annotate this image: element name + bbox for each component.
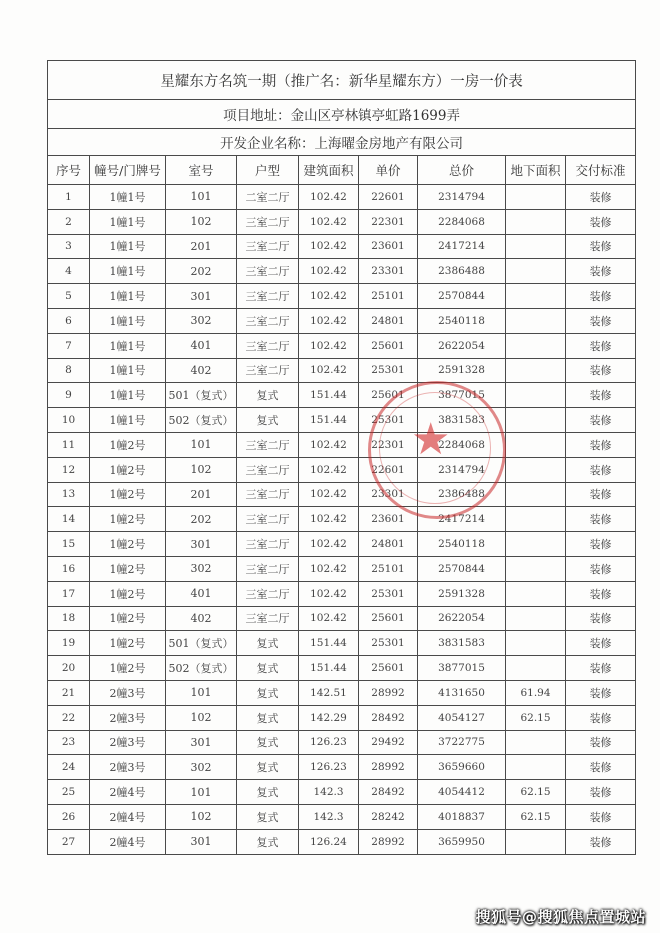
- cell-delivery-standard: 装修: [566, 730, 636, 755]
- cell-basement-area: [506, 358, 566, 383]
- cell-layout: 三室二厅: [237, 308, 299, 333]
- cell-building: 2幢3号: [90, 705, 166, 730]
- cell-room: 501（复式）: [166, 631, 237, 656]
- cell-unit-price: 25601: [359, 383, 418, 408]
- cell-seq: 5: [48, 284, 90, 309]
- cell-seq: 6: [48, 308, 90, 333]
- cell-total-price: 2570844: [418, 556, 506, 581]
- cell-unit-price: 25301: [359, 631, 418, 656]
- cell-total-price: 3831583: [418, 408, 506, 433]
- cell-area: 102.42: [299, 556, 359, 581]
- cell-layout: 三室二厅: [237, 457, 299, 482]
- cell-area: 102.42: [299, 507, 359, 532]
- table-row: [48, 804, 636, 829]
- cell-layout: 复式: [237, 730, 299, 755]
- cell-layout: 复式: [237, 780, 299, 805]
- table-row: [48, 308, 636, 333]
- cell-total-price: 2540118: [418, 532, 506, 557]
- table-row: [48, 482, 636, 507]
- cell-unit-price: 23601: [359, 507, 418, 532]
- cell-room: 502（复式）: [166, 656, 237, 681]
- cell-unit-price: 25101: [359, 556, 418, 581]
- cell-basement-area: [506, 631, 566, 656]
- table-row: [48, 606, 636, 631]
- cell-area: 102.42: [299, 482, 359, 507]
- cell-unit-price: 28492: [359, 780, 418, 805]
- cell-seq: 14: [48, 507, 90, 532]
- cell-total-price: 2622054: [418, 606, 506, 631]
- cell-area: 151.44: [299, 383, 359, 408]
- cell-building: 1幢1号: [90, 408, 166, 433]
- cell-delivery-standard: 装修: [566, 482, 636, 507]
- table-row: [48, 333, 636, 358]
- cell-building: 1幢2号: [90, 656, 166, 681]
- cell-area: 151.44: [299, 408, 359, 433]
- cell-area: 102.42: [299, 259, 359, 284]
- cell-delivery-standard: 装修: [566, 432, 636, 457]
- cell-total-price: 3877015: [418, 656, 506, 681]
- cell-building: 1幢1号: [90, 308, 166, 333]
- cell-building: 1幢1号: [90, 209, 166, 234]
- cell-room: 102: [166, 705, 237, 730]
- cell-building: 2幢3号: [90, 755, 166, 780]
- table-row: [48, 408, 636, 433]
- cell-basement-area: 62.15: [506, 780, 566, 805]
- cell-building: 2幢4号: [90, 780, 166, 805]
- cell-unit-price: 22601: [359, 185, 418, 210]
- cell-seq: 17: [48, 581, 90, 606]
- cell-delivery-standard: 装修: [566, 581, 636, 606]
- cell-area: 102.42: [299, 209, 359, 234]
- cell-unit-price: 25101: [359, 284, 418, 309]
- cell-total-price: 3877015: [418, 383, 506, 408]
- cell-seq: 10: [48, 408, 90, 433]
- cell-area: 142.51: [299, 680, 359, 705]
- table-row: [48, 556, 636, 581]
- cell-total-price: 4018837: [418, 804, 506, 829]
- cell-area: 102.42: [299, 581, 359, 606]
- cell-delivery-standard: 装修: [566, 185, 636, 210]
- cell-total-price: 3659660: [418, 755, 506, 780]
- cell-basement-area: [506, 383, 566, 408]
- cell-layout: 三室二厅: [237, 284, 299, 309]
- cell-unit-price: 28242: [359, 804, 418, 829]
- cell-total-price: 2314794: [418, 457, 506, 482]
- table-row: [48, 829, 636, 854]
- cell-room: 301: [166, 730, 237, 755]
- cell-unit-price: 25301: [359, 358, 418, 383]
- cell-delivery-standard: 装修: [566, 656, 636, 681]
- cell-basement-area: [506, 482, 566, 507]
- cell-room: 101: [166, 185, 237, 210]
- cell-delivery-standard: 装修: [566, 284, 636, 309]
- cell-building: 1幢2号: [90, 457, 166, 482]
- cell-total-price: 2622054: [418, 333, 506, 358]
- cell-seq: 8: [48, 358, 90, 383]
- cell-area: 151.44: [299, 631, 359, 656]
- table-row: [48, 507, 636, 532]
- cell-seq: 22: [48, 705, 90, 730]
- cell-basement-area: [506, 457, 566, 482]
- cell-building: 1幢2号: [90, 432, 166, 457]
- cell-delivery-standard: 装修: [566, 308, 636, 333]
- table-row: [48, 532, 636, 557]
- header-room: 室号: [166, 156, 237, 185]
- cell-total-price: 2284068: [418, 209, 506, 234]
- cell-layout: 三室二厅: [237, 581, 299, 606]
- cell-seq: 7: [48, 333, 90, 358]
- cell-delivery-standard: 装修: [566, 383, 636, 408]
- cell-basement-area: [506, 581, 566, 606]
- cell-basement-area: [506, 656, 566, 681]
- cell-building: 1幢1号: [90, 284, 166, 309]
- cell-unit-price: 29492: [359, 730, 418, 755]
- cell-seq: 3: [48, 234, 90, 259]
- cell-seq: 1: [48, 185, 90, 210]
- cell-basement-area: [506, 507, 566, 532]
- cell-basement-area: [506, 532, 566, 557]
- cell-delivery-standard: 装修: [566, 259, 636, 284]
- cell-building: 1幢2号: [90, 606, 166, 631]
- cell-total-price: 2540118: [418, 308, 506, 333]
- cell-basement-area: [506, 209, 566, 234]
- cell-layout: 复式: [237, 383, 299, 408]
- cell-layout: 复式: [237, 804, 299, 829]
- cell-building: 1幢2号: [90, 631, 166, 656]
- cell-basement-area: [506, 556, 566, 581]
- cell-room: 301: [166, 532, 237, 557]
- cell-layout: 三室二厅: [237, 556, 299, 581]
- cell-total-price: 2386488: [418, 482, 506, 507]
- cell-total-price: 2591328: [418, 358, 506, 383]
- cell-delivery-standard: 装修: [566, 408, 636, 433]
- table-row: [48, 656, 636, 681]
- cell-layout: 复式: [237, 656, 299, 681]
- table-row: [48, 780, 636, 805]
- cell-building: 1幢2号: [90, 556, 166, 581]
- cell-total-price: 4131650: [418, 680, 506, 705]
- cell-delivery-standard: 装修: [566, 680, 636, 705]
- cell-area: 102.42: [299, 532, 359, 557]
- cell-building: 2幢3号: [90, 730, 166, 755]
- cell-building: 1幢2号: [90, 482, 166, 507]
- price-table: [47, 60, 636, 855]
- cell-room: 401: [166, 333, 237, 358]
- cell-delivery-standard: 装修: [566, 755, 636, 780]
- cell-seq: 18: [48, 606, 90, 631]
- cell-unit-price: 28992: [359, 829, 418, 854]
- cell-layout: 复式: [237, 680, 299, 705]
- cell-building: 1幢1号: [90, 259, 166, 284]
- cell-delivery-standard: 装修: [566, 358, 636, 383]
- cell-room: 402: [166, 606, 237, 631]
- cell-seq: 21: [48, 680, 90, 705]
- cell-room: 101: [166, 780, 237, 805]
- cell-room: 101: [166, 432, 237, 457]
- cell-room: 402: [166, 358, 237, 383]
- cell-basement-area: [506, 284, 566, 309]
- cell-seq: 2: [48, 209, 90, 234]
- cell-basement-area: [506, 308, 566, 333]
- cell-room: 102: [166, 804, 237, 829]
- cell-seq: 9: [48, 383, 90, 408]
- cell-seq: 20: [48, 656, 90, 681]
- header-total-price: 总价: [418, 156, 506, 185]
- cell-unit-price: 23301: [359, 259, 418, 284]
- cell-seq: 4: [48, 259, 90, 284]
- cell-delivery-standard: 装修: [566, 606, 636, 631]
- cell-delivery-standard: 装修: [566, 333, 636, 358]
- table-row: [48, 358, 636, 383]
- cell-unit-price: 22301: [359, 432, 418, 457]
- cell-area: 102.42: [299, 234, 359, 259]
- cell-total-price: 2284068: [418, 432, 506, 457]
- document-title: 星耀东方名筑一期（推广名：新华星耀东方）一房一价表: [48, 61, 636, 100]
- cell-basement-area: [506, 333, 566, 358]
- cell-layout: 复式: [237, 755, 299, 780]
- cell-total-price: 3831583: [418, 631, 506, 656]
- cell-layout: 复式: [237, 829, 299, 854]
- cell-seq: 27: [48, 829, 90, 854]
- cell-area: 126.24: [299, 829, 359, 854]
- cell-area: 142.29: [299, 705, 359, 730]
- cell-building: 1幢1号: [90, 333, 166, 358]
- table-row: [48, 383, 636, 408]
- cell-area: 126.23: [299, 730, 359, 755]
- cell-seq: 25: [48, 780, 90, 805]
- table-header-row: [48, 156, 636, 185]
- cell-room: 102: [166, 457, 237, 482]
- cell-building: 1幢2号: [90, 581, 166, 606]
- cell-total-price: 2570844: [418, 284, 506, 309]
- cell-layout: 三室二厅: [237, 259, 299, 284]
- cell-layout: 三室二厅: [237, 358, 299, 383]
- cell-basement-area: 62.15: [506, 804, 566, 829]
- cell-unit-price: 25301: [359, 581, 418, 606]
- table-row: [48, 185, 636, 210]
- table-row: [48, 457, 636, 482]
- table-row: [48, 432, 636, 457]
- cell-area: 102.42: [299, 606, 359, 631]
- cell-room: 302: [166, 308, 237, 333]
- cell-delivery-standard: 装修: [566, 556, 636, 581]
- header-unit-price: 单价: [359, 156, 418, 185]
- cell-basement-area: [506, 234, 566, 259]
- table-row: [48, 284, 636, 309]
- cell-area: 102.42: [299, 457, 359, 482]
- cell-building: 1幢2号: [90, 532, 166, 557]
- table-row: [48, 581, 636, 606]
- header-layout: 户型: [237, 156, 299, 185]
- cell-delivery-standard: 装修: [566, 209, 636, 234]
- cell-unit-price: 25601: [359, 606, 418, 631]
- seal-star-icon: ★: [411, 414, 451, 465]
- header-area: 建筑面积: [299, 156, 359, 185]
- cell-unit-price: 24801: [359, 532, 418, 557]
- cell-area: 102.42: [299, 432, 359, 457]
- cell-layout: 复式: [237, 705, 299, 730]
- cell-basement-area: 61.94: [506, 680, 566, 705]
- source-watermark: 搜狐号@搜狐焦点置城站: [475, 908, 646, 926]
- cell-basement-area: 62.15: [506, 705, 566, 730]
- cell-room: 202: [166, 507, 237, 532]
- cell-area: 151.44: [299, 656, 359, 681]
- cell-seq: 12: [48, 457, 90, 482]
- cell-basement-area: [506, 408, 566, 433]
- table-row: [48, 705, 636, 730]
- cell-room: 501（复式）: [166, 383, 237, 408]
- cell-delivery-standard: 装修: [566, 532, 636, 557]
- cell-building: 2幢4号: [90, 829, 166, 854]
- cell-layout: 三室二厅: [237, 209, 299, 234]
- cell-delivery-standard: 装修: [566, 780, 636, 805]
- cell-room: 502（复式）: [166, 408, 237, 433]
- cell-unit-price: 24801: [359, 308, 418, 333]
- cell-building: 1幢1号: [90, 383, 166, 408]
- cell-room: 201: [166, 482, 237, 507]
- cell-unit-price: 22301: [359, 209, 418, 234]
- cell-room: 301: [166, 829, 237, 854]
- cell-delivery-standard: 装修: [566, 507, 636, 532]
- cell-total-price: 2417214: [418, 234, 506, 259]
- cell-delivery-standard: 装修: [566, 705, 636, 730]
- cell-layout: 复式: [237, 408, 299, 433]
- cell-delivery-standard: 装修: [566, 631, 636, 656]
- cell-room: 302: [166, 556, 237, 581]
- cell-delivery-standard: 装修: [566, 457, 636, 482]
- cell-basement-area: [506, 432, 566, 457]
- cell-unit-price: 23301: [359, 482, 418, 507]
- cell-unit-price: 23601: [359, 234, 418, 259]
- header-basement-area: 地下面积: [506, 156, 566, 185]
- cell-unit-price: 28992: [359, 680, 418, 705]
- cell-area: 142.3: [299, 780, 359, 805]
- header-building: 幢号/门牌号: [90, 156, 166, 185]
- cell-total-price: 4054127: [418, 705, 506, 730]
- cell-building: 2幢4号: [90, 804, 166, 829]
- cell-delivery-standard: 装修: [566, 804, 636, 829]
- cell-area: 102.42: [299, 308, 359, 333]
- cell-basement-area: [506, 185, 566, 210]
- cell-room: 201: [166, 234, 237, 259]
- cell-area: 142.3: [299, 804, 359, 829]
- cell-area: 102.42: [299, 333, 359, 358]
- cell-total-price: 3722775: [418, 730, 506, 755]
- cell-seq: 19: [48, 631, 90, 656]
- table-row: [48, 209, 636, 234]
- cell-room: 101: [166, 680, 237, 705]
- cell-layout: 三室二厅: [237, 333, 299, 358]
- cell-unit-price: 25301: [359, 408, 418, 433]
- cell-delivery-standard: 装修: [566, 234, 636, 259]
- cell-seq: 26: [48, 804, 90, 829]
- cell-seq: 13: [48, 482, 90, 507]
- cell-seq: 16: [48, 556, 90, 581]
- cell-delivery-standard: 装修: [566, 829, 636, 854]
- cell-room: 202: [166, 259, 237, 284]
- header-seq: 序号: [48, 156, 90, 185]
- cell-total-price: 2314794: [418, 185, 506, 210]
- cell-unit-price: 25601: [359, 333, 418, 358]
- cell-unit-price: 28992: [359, 755, 418, 780]
- table-row: [48, 234, 636, 259]
- cell-area: 102.42: [299, 185, 359, 210]
- cell-layout: 三室二厅: [237, 482, 299, 507]
- cell-room: 302: [166, 755, 237, 780]
- cell-building: 1幢1号: [90, 234, 166, 259]
- cell-room: 301: [166, 284, 237, 309]
- cell-seq: 15: [48, 532, 90, 557]
- cell-room: 401: [166, 581, 237, 606]
- table-row: [48, 755, 636, 780]
- cell-area: 102.42: [299, 358, 359, 383]
- cell-basement-area: [506, 730, 566, 755]
- cell-basement-area: [506, 829, 566, 854]
- cell-building: 2幢3号: [90, 680, 166, 705]
- cell-layout: 三室二厅: [237, 432, 299, 457]
- cell-basement-area: [506, 755, 566, 780]
- cell-unit-price: 28492: [359, 705, 418, 730]
- cell-layout: 三室二厅: [237, 234, 299, 259]
- table-row: [48, 631, 636, 656]
- cell-unit-price: 25601: [359, 656, 418, 681]
- cell-layout: 二室二厅: [237, 185, 299, 210]
- cell-unit-price: 22601: [359, 457, 418, 482]
- cell-basement-area: [506, 259, 566, 284]
- cell-total-price: 2386488: [418, 259, 506, 284]
- cell-total-price: 3659950: [418, 829, 506, 854]
- cell-building: 1幢1号: [90, 185, 166, 210]
- table-row: [48, 730, 636, 755]
- cell-total-price: 4054412: [418, 780, 506, 805]
- header-delivery-standard: 交付标准: [566, 156, 636, 185]
- cell-total-price: 2591328: [418, 581, 506, 606]
- cell-layout: 三室二厅: [237, 606, 299, 631]
- project-address: 项目地址：金山区亭林镇亭虹路1699弄: [48, 100, 636, 129]
- cell-total-price: 2417214: [418, 507, 506, 532]
- cell-area: 126.23: [299, 755, 359, 780]
- cell-room: 102: [166, 209, 237, 234]
- cell-layout: 三室二厅: [237, 532, 299, 557]
- cell-area: 102.42: [299, 284, 359, 309]
- cell-basement-area: [506, 606, 566, 631]
- table-row: [48, 680, 636, 705]
- cell-seq: 23: [48, 730, 90, 755]
- cell-seq: 24: [48, 755, 90, 780]
- cell-seq: 11: [48, 432, 90, 457]
- cell-building: 1幢2号: [90, 507, 166, 532]
- cell-layout: 复式: [237, 631, 299, 656]
- cell-layout: 三室二厅: [237, 507, 299, 532]
- cell-building: 1幢1号: [90, 358, 166, 383]
- table-row: [48, 259, 636, 284]
- developer-name: 开发企业名称：上海曜金房地产有限公司: [48, 129, 636, 156]
